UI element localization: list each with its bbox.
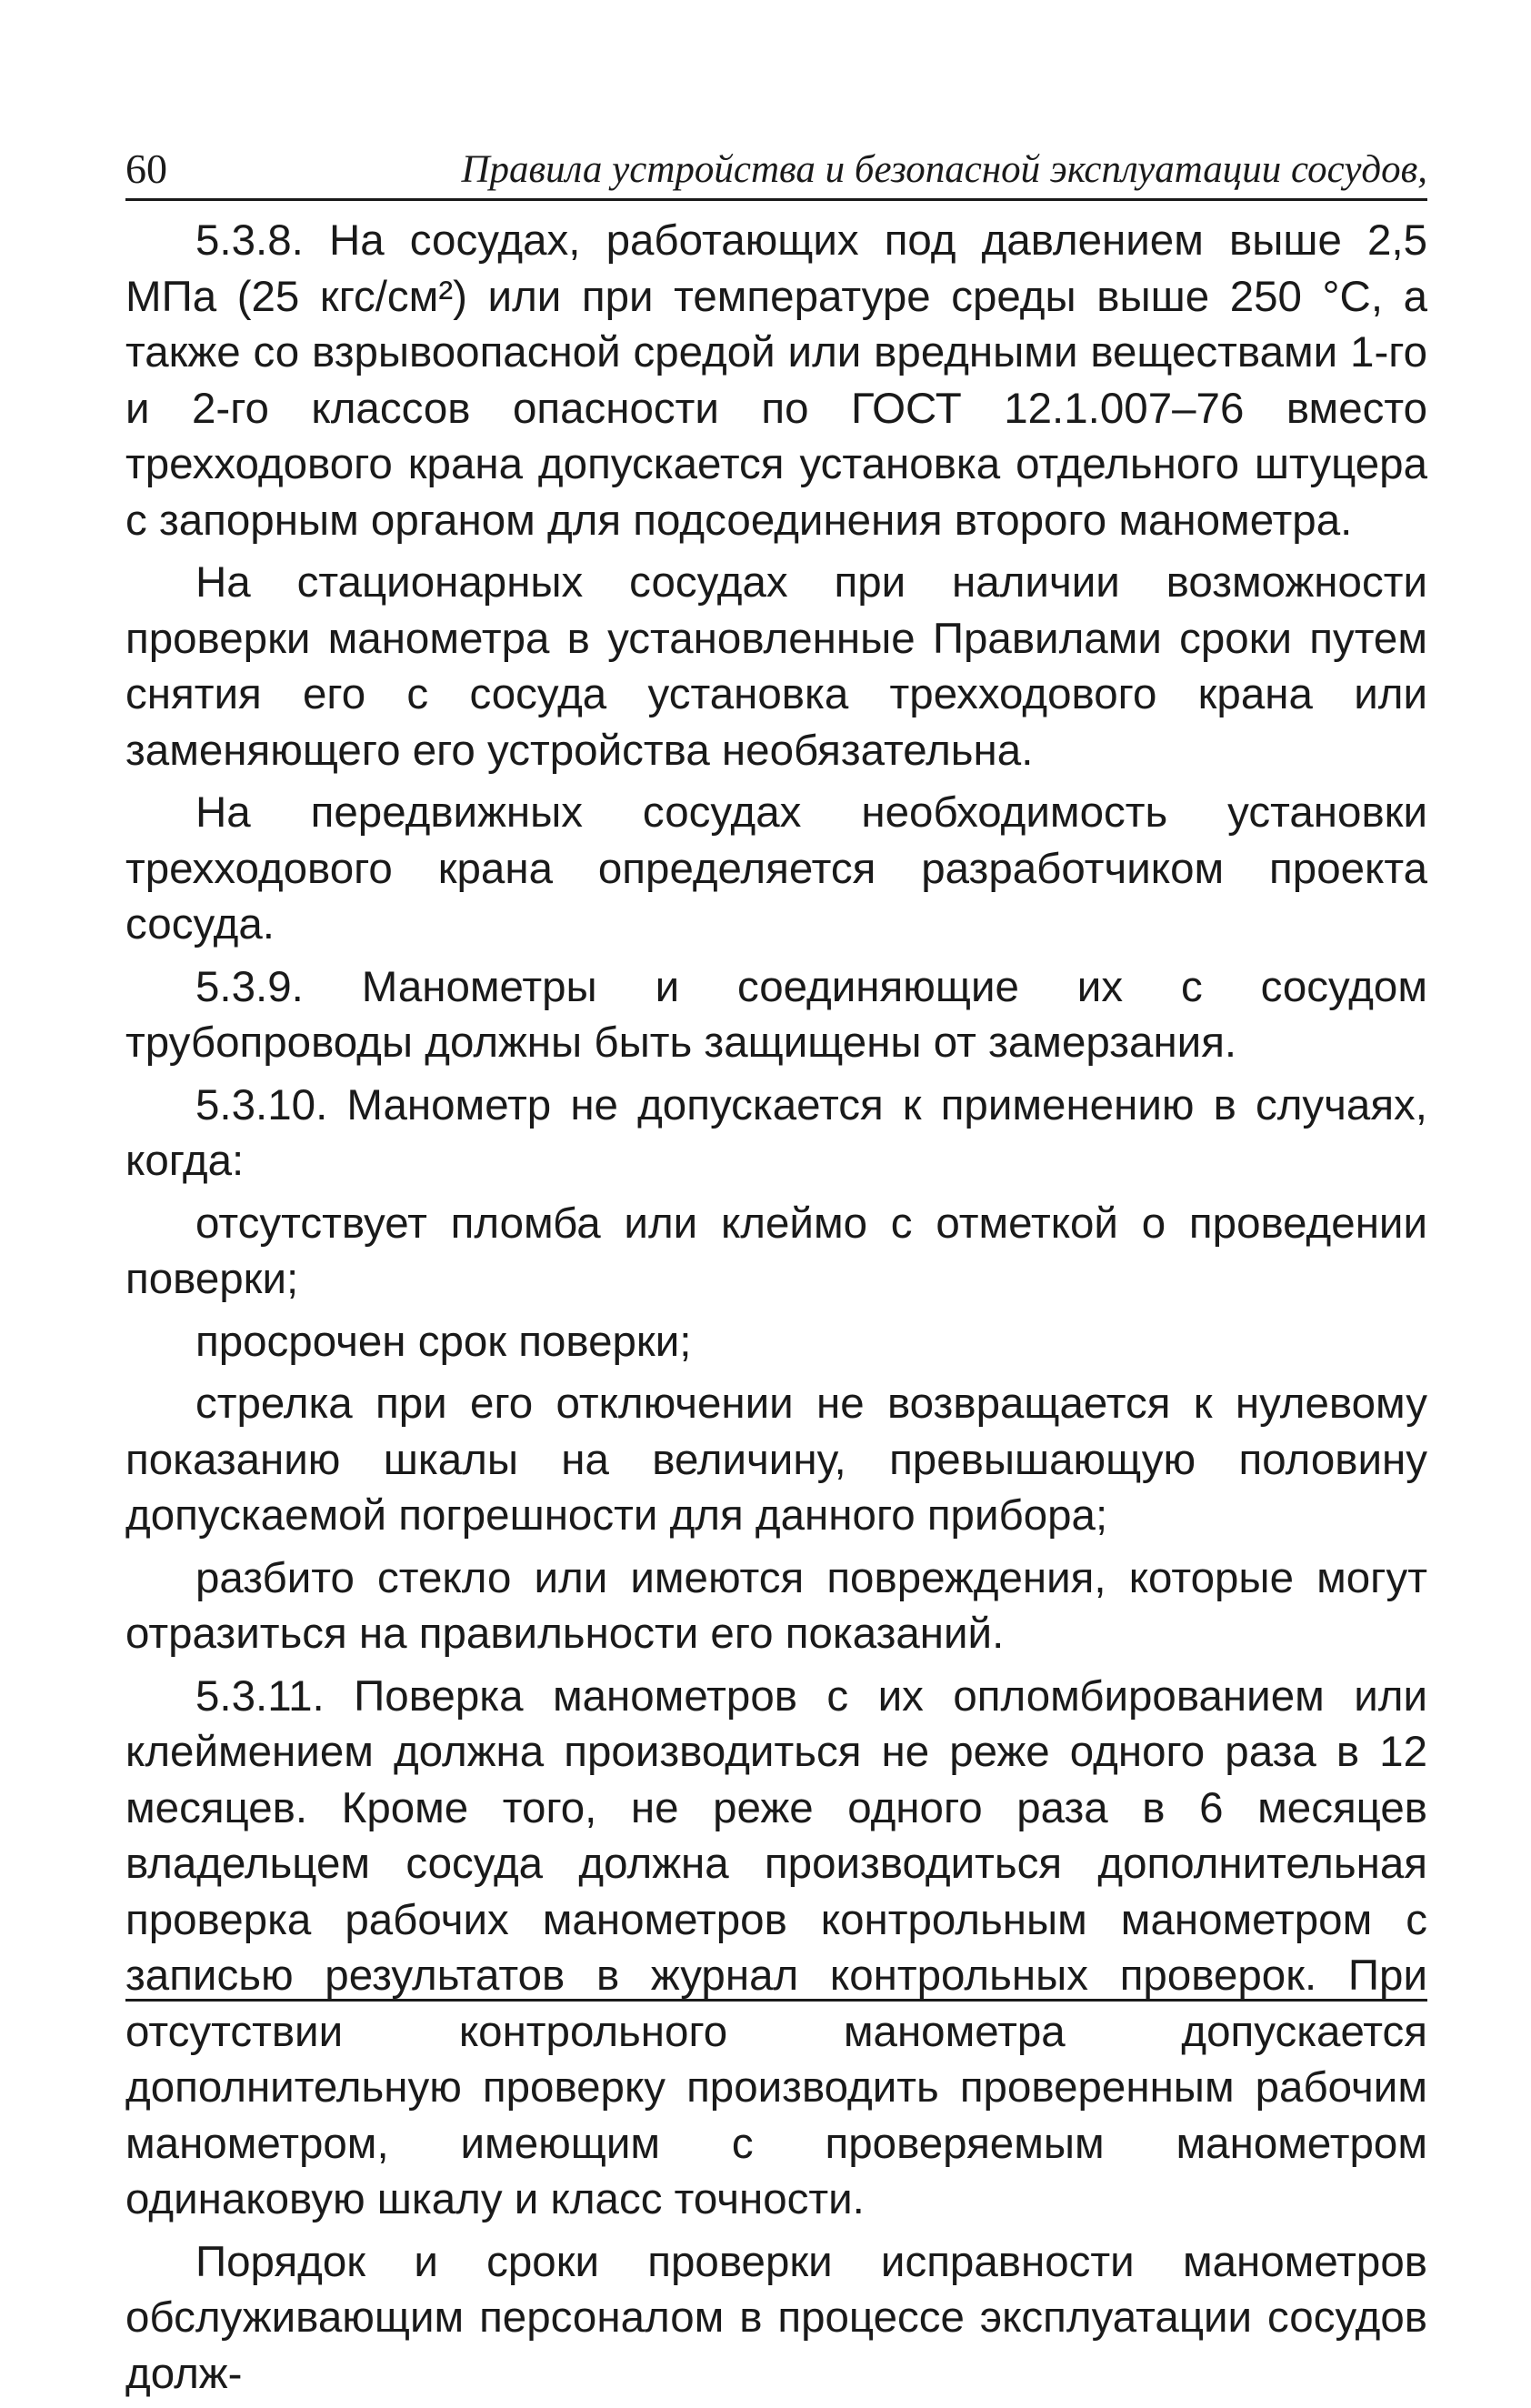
page-body [125,213,1427,2408]
paragraph-stationary-vessels: На стационарных сосудах при наличии возможности проверки манометра в установленные Правилами сроки путем снятия его с сосуда установка трехходового крана или заменяющего его устройства необязательна. [125,558,1427,775]
book-page [125,145,1427,2398]
running-title: Правила устройства и безопасной эксплуатации сосудов, [461,148,1427,191]
paragraph-mobile-vessels: На передвижных сосудах необходимость установки трехходового крана определяется разработчиком проекта сосуда. [125,788,1427,948]
bottom-rule [125,1999,1427,2002]
list-item-needle-not-zero: стрелка при его отключении не возвращается к нулевому показанию шкалы на величину, превышающую половину допускаемой погрешности для данного прибора; [125,1380,1427,1540]
list-item-broken-glass: разбито стекло или имеются повреждения, которые могут отразиться на правильности его показаний. [125,1553,1427,1658]
list-item-expired-verification: просрочен срок поверки; [195,1317,692,1366]
paragraph-5-3-9: 5.3.9. Манометры и соединяющие их с сосудом трубопроводы должны быть защищены от замерзания. [125,962,1427,1067]
list-item-no-seal: отсутствует пломба или клеймо с отметкой о проведении поверки; [125,1199,1427,1303]
page-number: 60 [125,145,167,192]
page-header [125,145,1427,201]
paragraph-5-3-8: 5.3.8. На сосудах, работающих под давлением выше 2,5 МПа (25 кгс/см²) или при температуре среды выше 250 °С, а также со взрывоопасной средой или вредными веществами 1-го и 2-го классов опасности по ГОСТ 12.1.007–76 вместо трехходового крана допускается установка отдельного штуцера с запорным органом для подсоединения второго манометра. [125,216,1427,545]
paragraph-5-3-10: 5.3.10. Манометр не допускается к применению в случаях, когда: [125,1080,1427,1185]
paragraph-5-3-11: 5.3.11. Поверка манометров с их опломбированием или клеймением должна производиться не реже одного раза в 12 месяцев. Кроме того, не реже одного раза в 6 месяцев владельцем сосуда должна производиться дополнительная проверка рабочих манометров контрольным манометром с записью результатов в журнал контрольных проверок. При отсутствии контрольного манометра допускается дополнительную проверку производить проверенным рабочим манометром, имеющим с проверяемым манометром одинаковую шкалу и класс точности. [125,1671,1427,2223]
paragraph-check-procedure: Порядок и сроки проверки исправности манометров обслуживающим персоналом в процессе эксплуатации сосудов долж- [125,2237,1427,2398]
